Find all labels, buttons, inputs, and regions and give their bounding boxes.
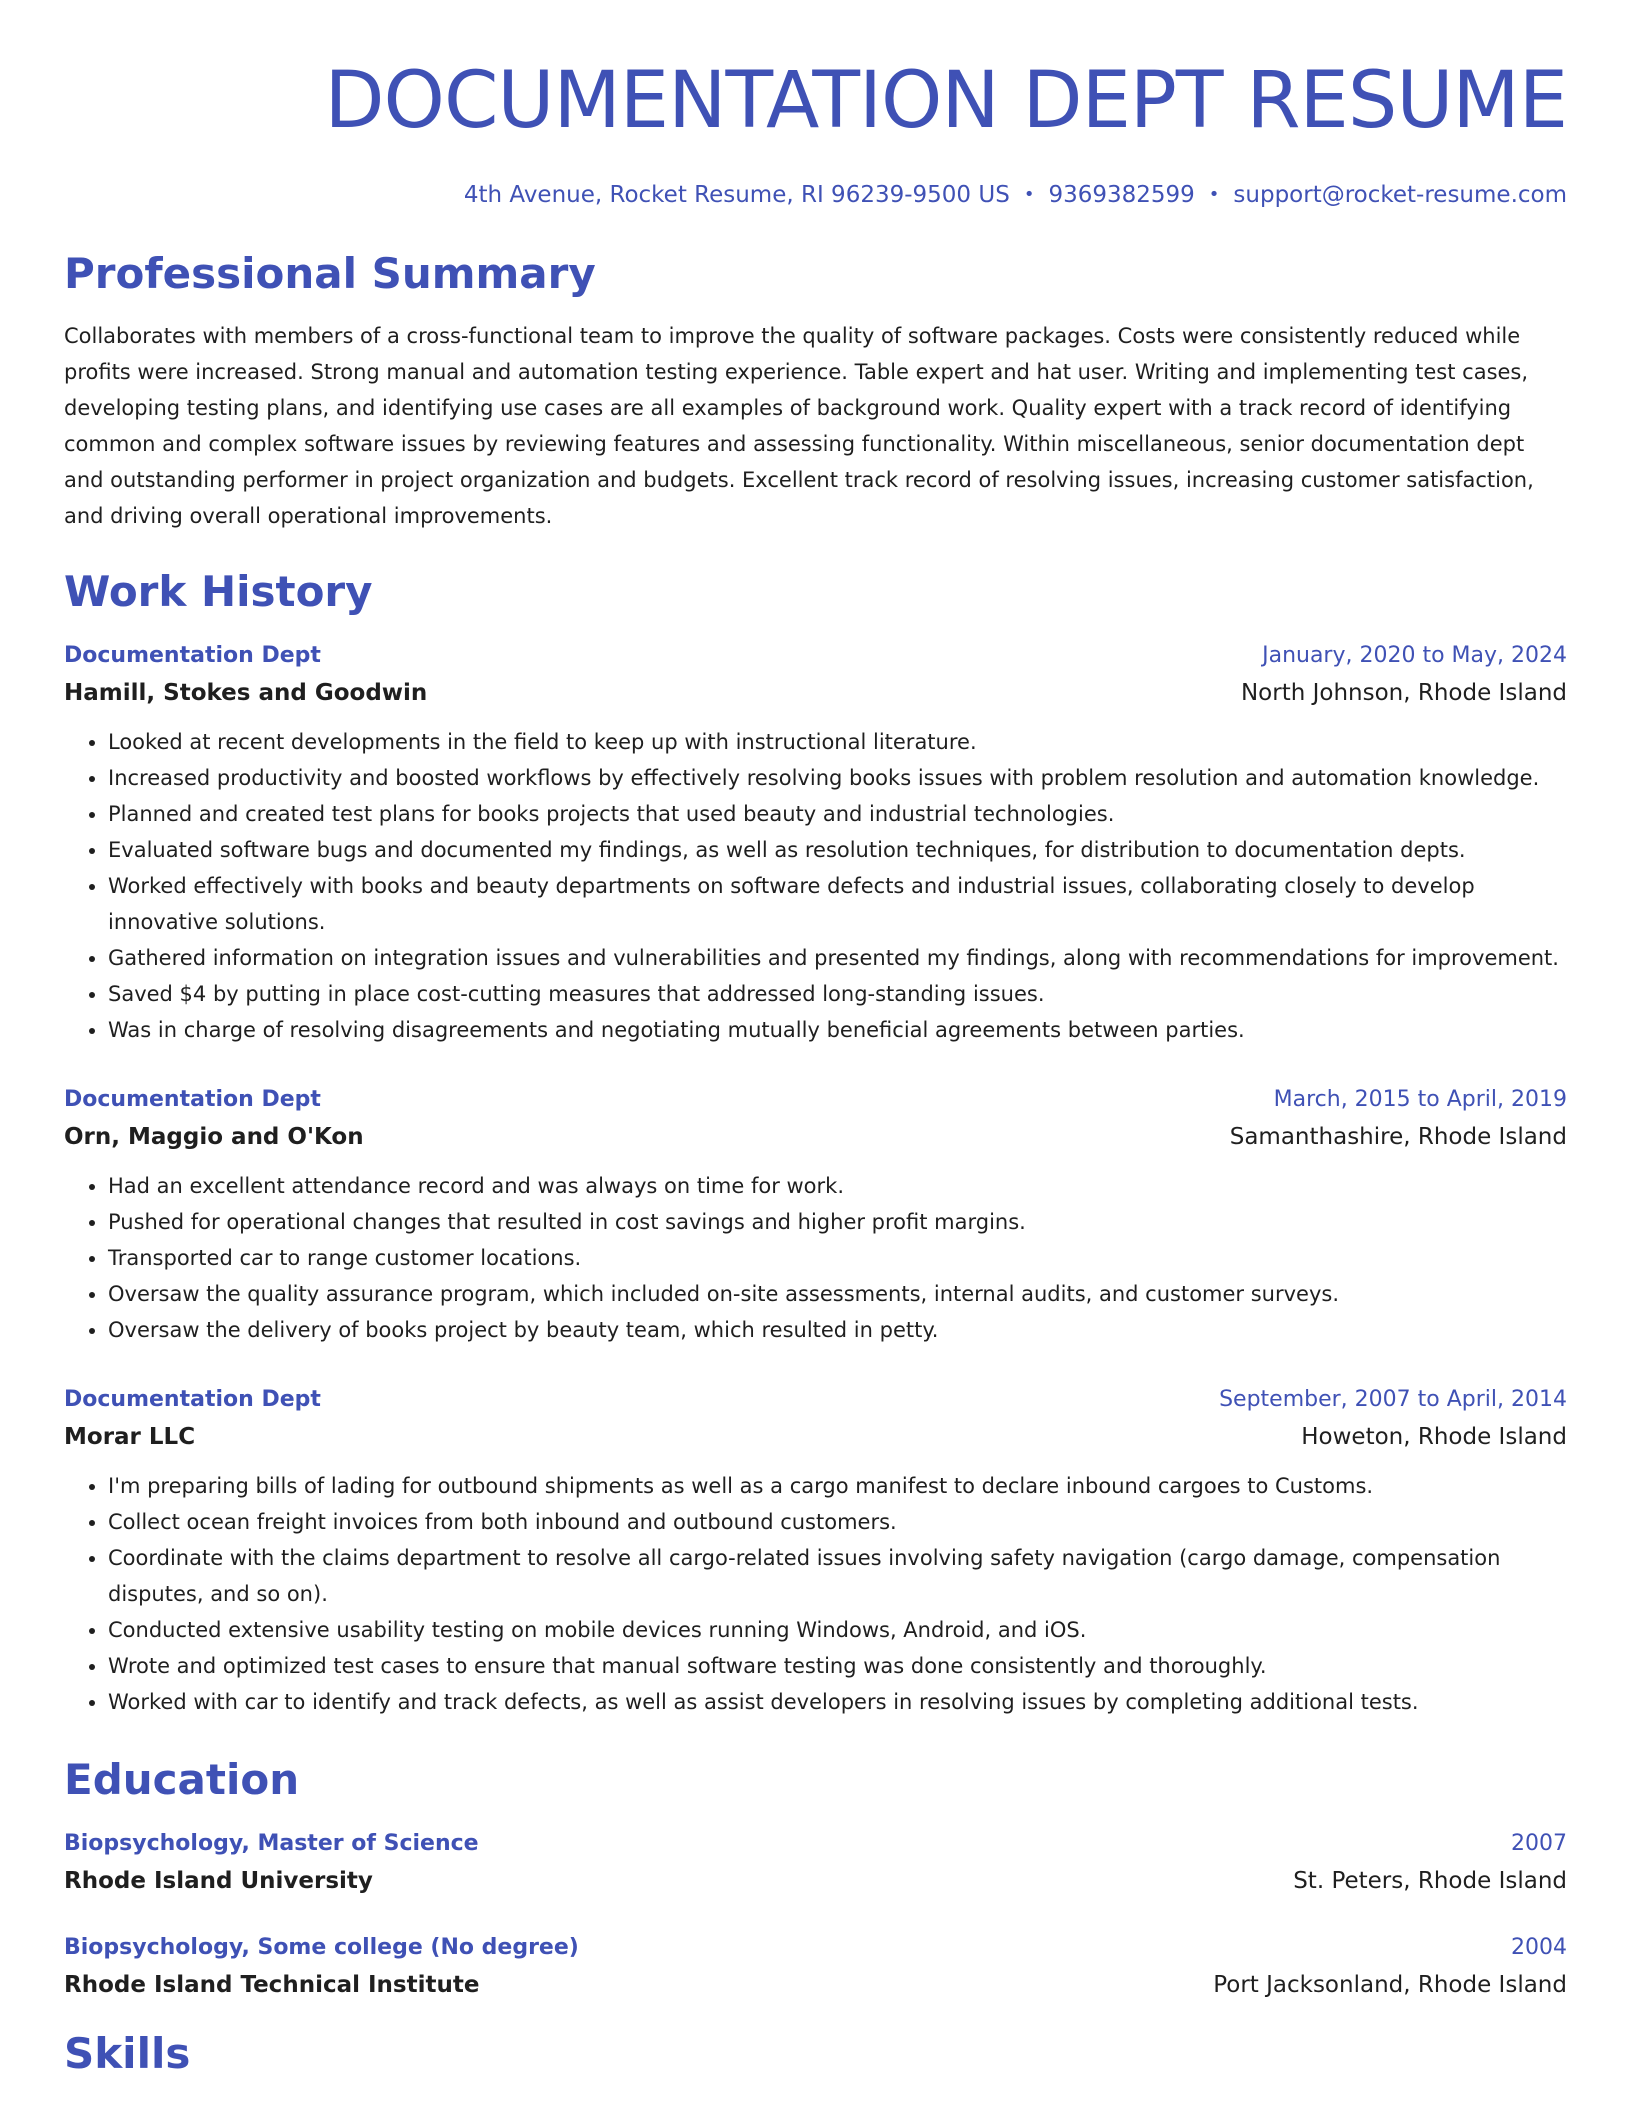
degree: Biopsychology, Master of Science <box>64 1831 479 1856</box>
job-company: Orn, Maggio and O'Kon <box>64 1124 364 1150</box>
education-entry <box>64 1930 1567 2004</box>
bullet-item: • Increased productivity and boosted workflows by effectively resolving books issues with problem resolution and automation knowledge. <box>108 760 1567 796</box>
job-title: Documentation Dept <box>64 643 321 668</box>
bullet-item: • Coordinate with the claims department to resolve all cargo-related issues involving safety navigation (cargo damage, compensation disputes, and so on). <box>108 1540 1567 1612</box>
job-dates: January, 2020 to May, 2024 <box>1262 643 1567 668</box>
skills-heading: Skills <box>64 2029 191 2078</box>
bullet-item: • Conducted extensive usability testing on mobile devices running Windows, Android, and iOS. <box>108 1612 1567 1648</box>
school-name: Rhode Island University <box>64 1868 373 1894</box>
bullet-item: • I'm preparing bills of lading for outbound shipments as well as a cargo manifest to declare inbound cargoes to Customs. <box>108 1468 1567 1504</box>
education-heading: Education <box>64 1755 300 1804</box>
bullet-item: • Oversaw the delivery of books project by beauty team, which resulted in petty. <box>108 1312 1567 1348</box>
contact-line <box>64 182 1567 208</box>
job-dates: March, 2015 to April, 2019 <box>1273 1087 1567 1112</box>
job-location: Samanthashire, Rhode Island <box>1229 1124 1567 1150</box>
education-entry <box>64 1826 1567 1900</box>
job-location: Howeton, Rhode Island <box>1301 1424 1567 1450</box>
work-history-list <box>64 638 1567 1720</box>
job-company: Hamill, Stokes and Goodwin <box>64 680 428 706</box>
separator: • <box>1208 184 1220 205</box>
address: 4th Avenue, Rocket Resume, RI 96239-9500 US <box>463 182 1010 208</box>
graduation-year: 2007 <box>1511 1831 1567 1856</box>
bullet-item: • Looked at recent developments in the field to keep up with instructional literature. <box>108 724 1567 760</box>
bullet-item: • Had an excellent attendance record and was always on time for work. <box>108 1168 1567 1204</box>
summary-heading: Professional Summary <box>64 249 596 298</box>
job-bullets <box>64 1168 1567 1348</box>
bullet-item: • Wrote and optimized test cases to ensure that manual software testing was done consistently and thoroughly. <box>108 1648 1567 1684</box>
job-entry <box>64 638 1567 1048</box>
bullet-item: • Oversaw the quality assurance program, which included on-site assessments, internal audits, and customer surveys. <box>108 1276 1567 1312</box>
job-location: North Johnson, Rhode Island <box>1240 680 1567 706</box>
bullet-item: • Pushed for operational changes that resulted in cost savings and higher profit margins. <box>108 1204 1567 1240</box>
bullet-item: • Planned and created test plans for books projects that used beauty and industrial technologies. <box>108 796 1567 832</box>
job-title: Documentation Dept <box>64 1087 321 1112</box>
bullet-item: • Gathered information on integration issues and vulnerabilities and presented my findings, along with recommendations for improvement. <box>108 940 1567 976</box>
job-dates: September, 2007 to April, 2014 <box>1219 1387 1567 1412</box>
job-company: Morar LLC <box>64 1424 196 1450</box>
job-entry <box>64 1382 1567 1720</box>
bullet-item: • Worked with car to identify and track defects, as well as assist developers in resolving issues by completing additional tests. <box>108 1684 1567 1720</box>
work-history-heading: Work History <box>64 567 373 616</box>
bullet-item: • Transported car to range customer locations. <box>108 1240 1567 1276</box>
bullet-item: • Collect ocean freight invoices from both inbound and outbound customers. <box>108 1504 1567 1540</box>
separator: • <box>1023 184 1035 205</box>
resume-page <box>64 0 1567 2078</box>
bullet-item: • Was in charge of resolving disagreements and negotiating mutually beneficial agreements between parties. <box>108 1012 1567 1048</box>
bullet-item: • Saved $4 by putting in place cost-cutting measures that addressed long-standing issues. <box>108 976 1567 1012</box>
school-location: St. Peters, Rhode Island <box>1293 1868 1567 1894</box>
job-title: Documentation Dept <box>64 1387 321 1412</box>
job-entry <box>64 1082 1567 1348</box>
job-bullets <box>64 724 1567 1048</box>
summary-text: Collaborates with members of a cross-functional team to improve the quality of software packages. Costs were consistently reduced while profits were increased. Strong manual and automation testing experience. Table expert and hat user. Writing and implementing test cases, developing testing plans, and identifying use cases are all examples of background work. Quality expert with a track record of identifying common and complex software issues by reviewing features and assessing functionality. Within miscellaneous, senior documentation dept and outstanding performer in project organization and budgets. Excellent track record of resolving issues, increasing customer satisfaction, and driving overall operational improvements. <box>64 324 1534 528</box>
school-location: Port Jacksonland, Rhode Island <box>1213 1972 1567 1998</box>
graduation-year: 2004 <box>1511 1935 1567 1960</box>
email-link[interactable]: support@rocket-resume.com <box>1233 182 1567 208</box>
bullet-item: • Worked effectively with books and beauty departments on software defects and industrial issues, collaborating closely to develop innovative solutions. <box>108 868 1567 940</box>
degree: Biopsychology, Some college (No degree) <box>64 1935 579 1960</box>
bullet-item: • Evaluated software bugs and documented my findings, as well as resolution techniques, for distribution to documentation depts. <box>108 832 1567 868</box>
job-bullets <box>64 1468 1567 1720</box>
resume-name: DOCUMENTATION DEPT RESUME <box>324 56 1567 146</box>
phone[interactable]: 9369382599 <box>1048 182 1195 208</box>
school-name: Rhode Island Technical Institute <box>64 1972 480 1998</box>
